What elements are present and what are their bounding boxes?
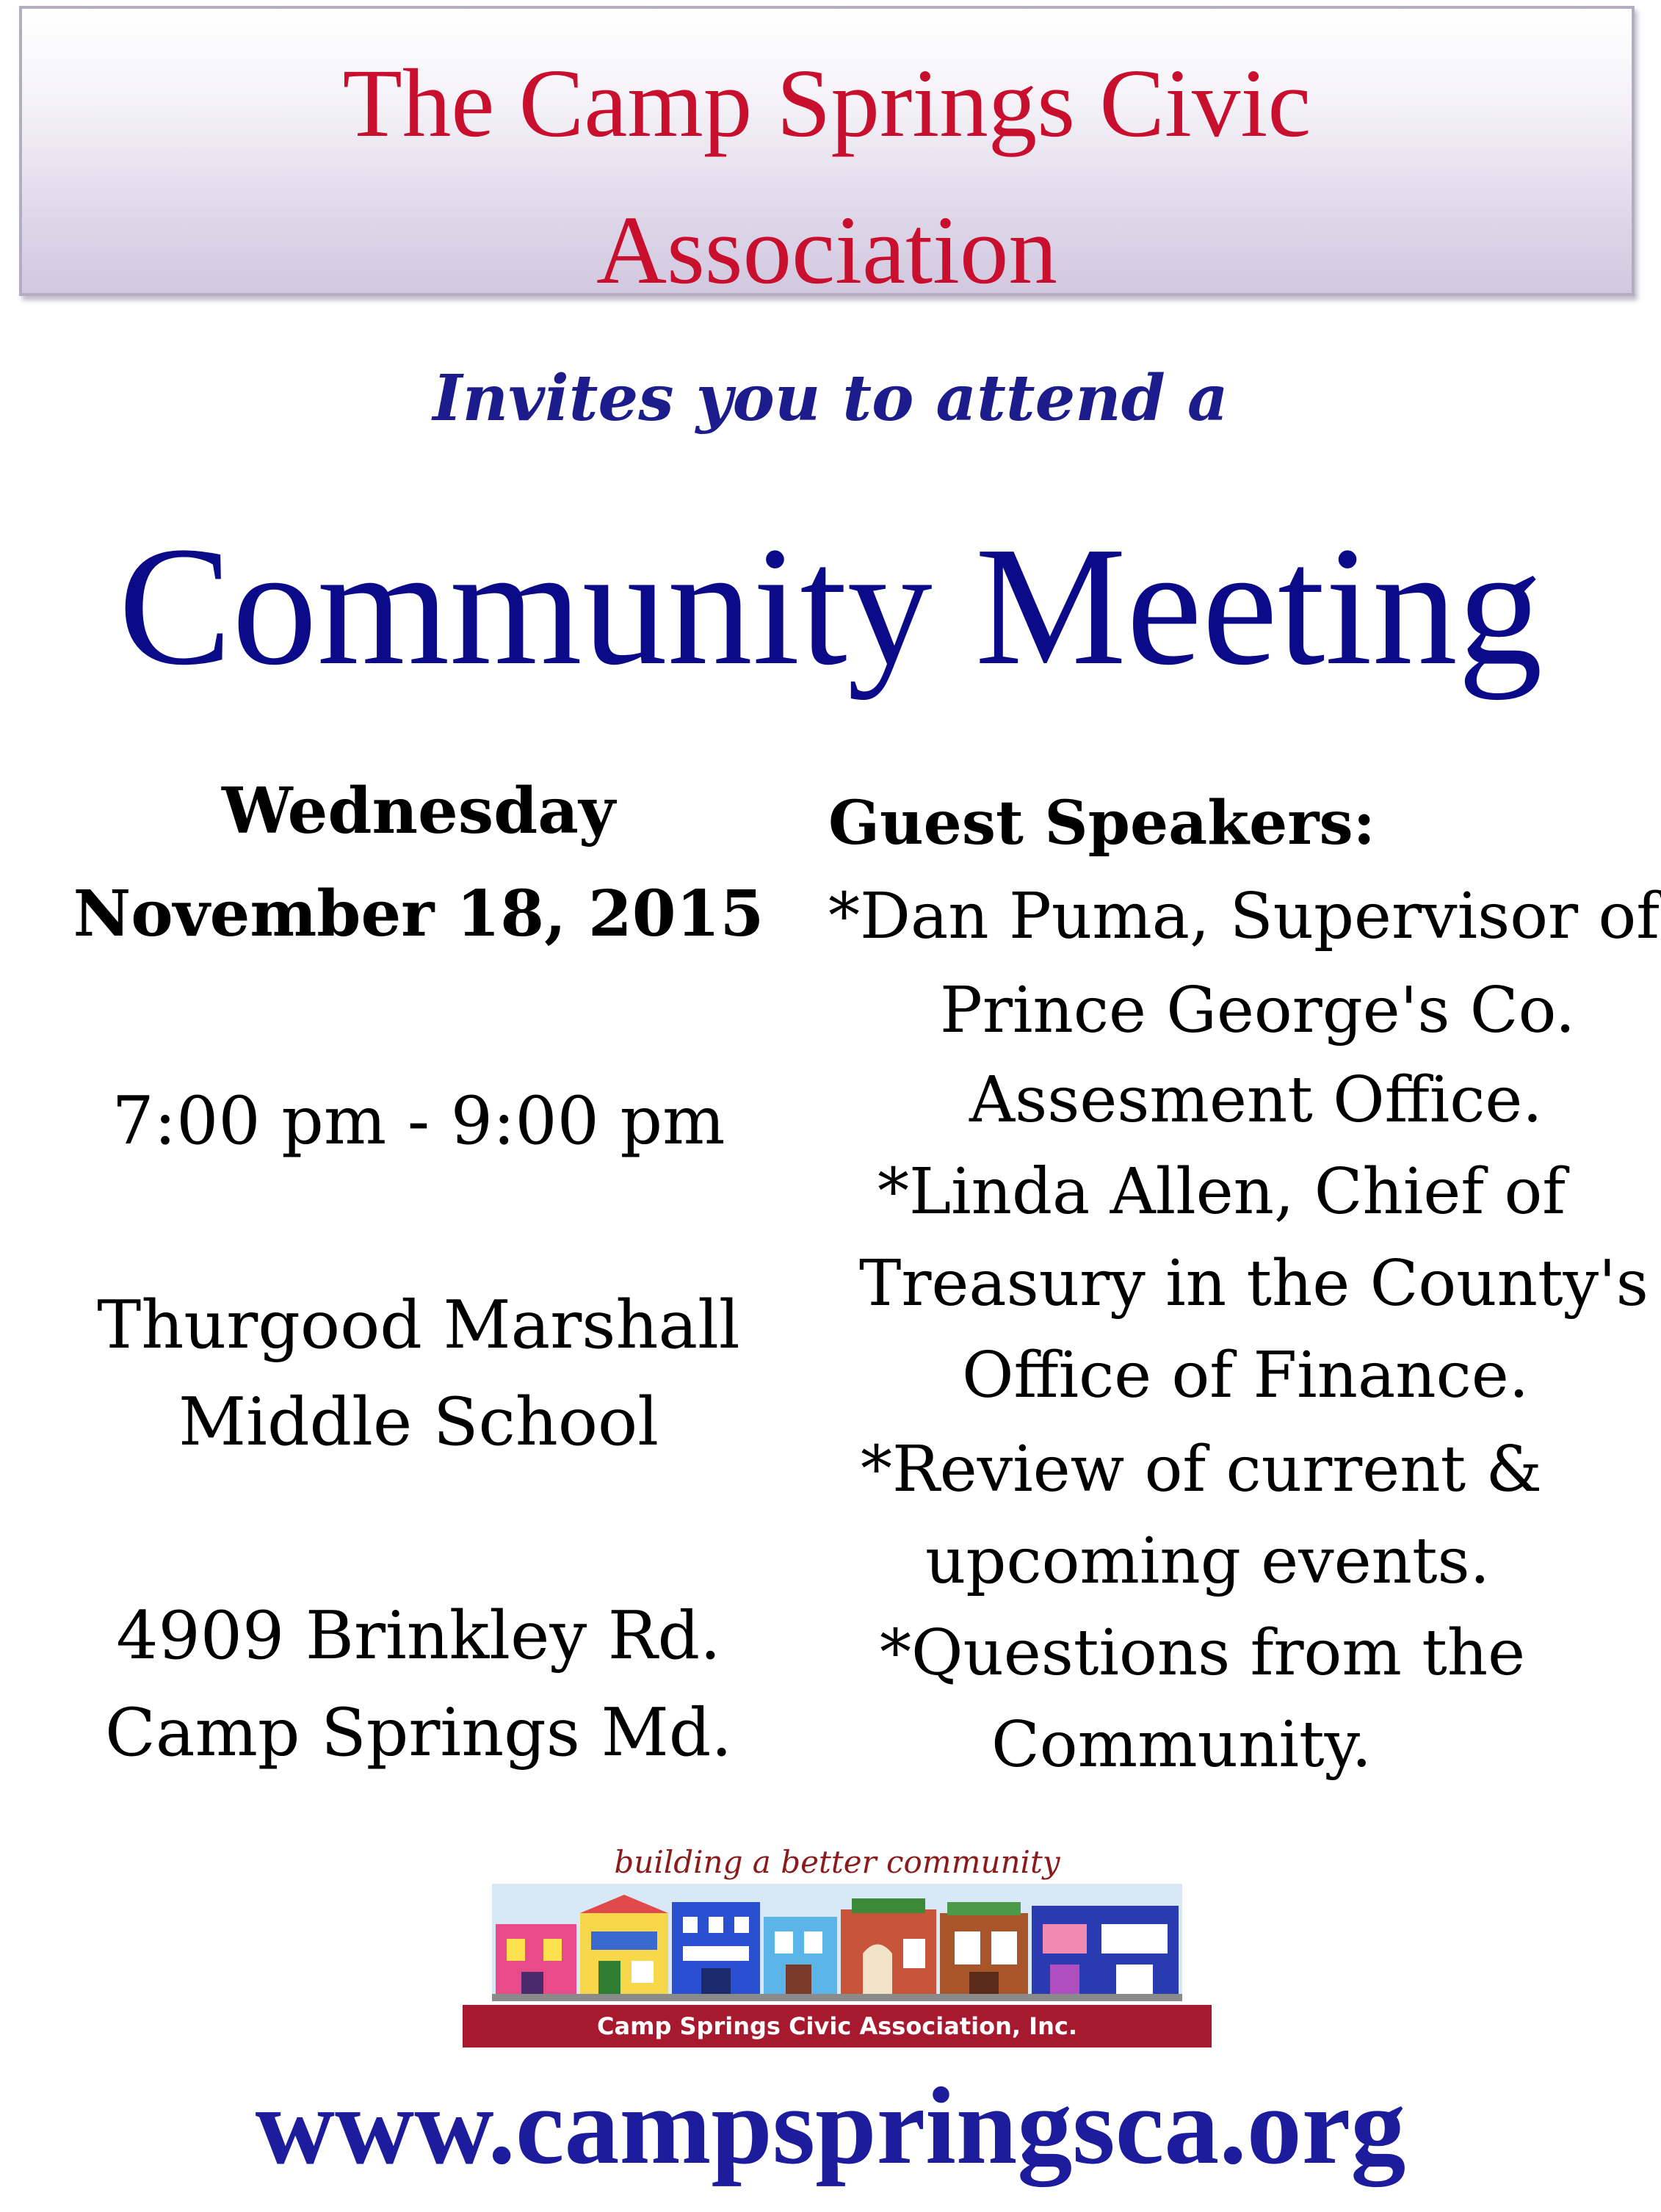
agenda-line: Office of Finance. <box>962 1339 1530 1412</box>
association-logo <box>463 1843 1212 2049</box>
venue-line1: Thurgood Marshall <box>97 1287 740 1364</box>
agenda-heading: Guest Speakers: <box>828 788 1375 859</box>
agenda-line: Assesment Office. <box>969 1063 1543 1137</box>
address-line1: 4909 Brinkley Rd. <box>116 1597 721 1674</box>
agenda-line: *Linda Allen, Chief of <box>877 1155 1566 1229</box>
header-banner <box>19 6 1635 304</box>
logo-tagline: building a better community <box>614 1844 1060 1880</box>
agenda-line: *Review of current & <box>861 1433 1543 1506</box>
address-line2: Camp Springs Md. <box>105 1694 732 1771</box>
invite-text: Invites you to attend a <box>433 361 1228 435</box>
event-title: Community Meeting <box>118 512 1543 701</box>
agenda-line: *Questions from the <box>880 1616 1526 1690</box>
logo-building <box>580 1913 668 1998</box>
website-link[interactable]: www.campspringsca.org <box>255 2065 1406 2187</box>
agenda-line: upcoming events. <box>925 1525 1491 1598</box>
agenda-line: Community. <box>991 1708 1372 1782</box>
event-day: Wednesday <box>222 774 615 848</box>
agenda-line: Treasury in the County's <box>859 1247 1649 1320</box>
org-title-line1: The Camp Springs Civic <box>342 48 1311 157</box>
org-title-line2: Association <box>596 195 1057 304</box>
logo-banner-text: Camp Springs Civic Association, Inc. <box>597 2012 1077 2040</box>
venue-line2: Middle School <box>178 1384 659 1461</box>
event-time: 7:00 pm - 9:00 pm <box>112 1082 725 1160</box>
agenda-line: *Dan Puma, Supervisor of <box>828 880 1660 953</box>
event-date: November 18, 2015 <box>73 877 764 951</box>
agenda-line: Prince George's Co. <box>940 974 1576 1047</box>
